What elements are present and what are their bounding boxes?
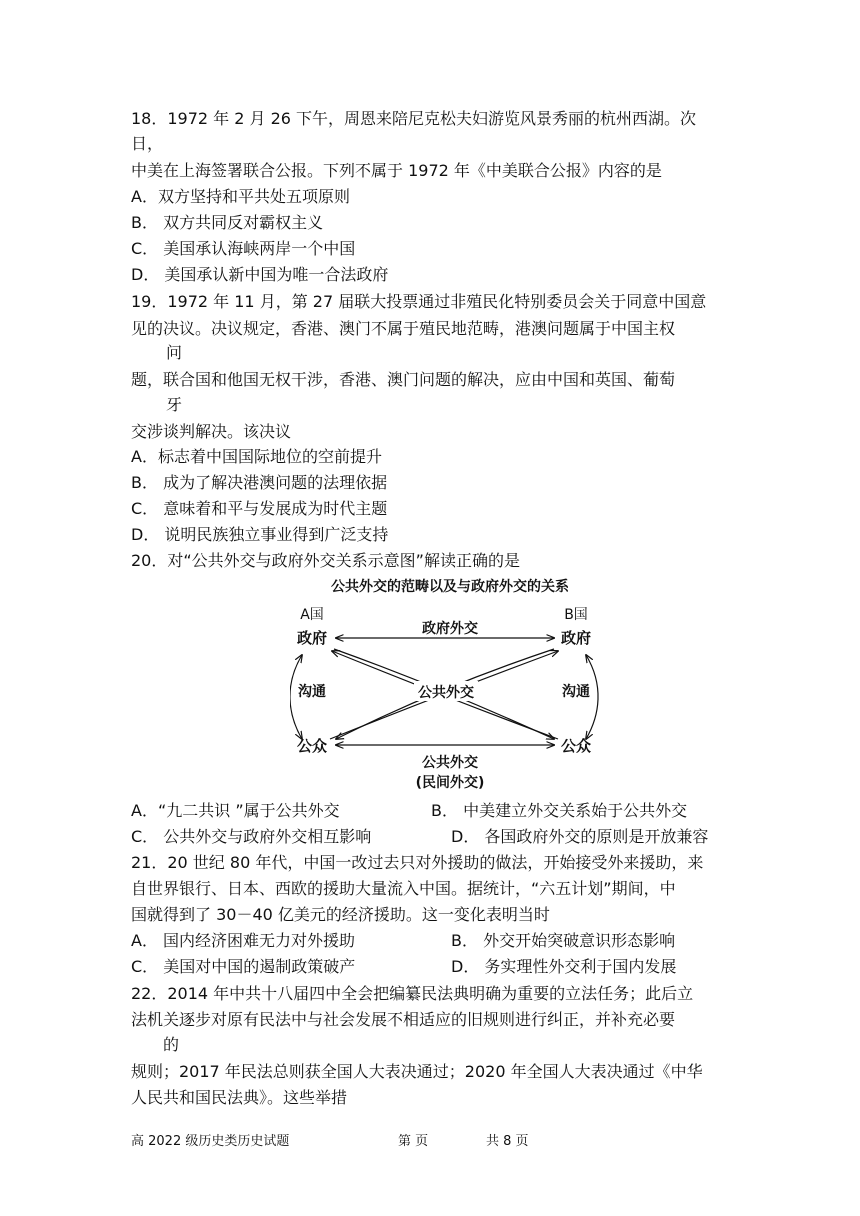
q19-line-4: 题，联合国和他国无权干涉，香港、澳门问题的解决，应由中国和英国、葡萄 bbox=[131, 370, 676, 389]
diplomacy-relationship-diagram bbox=[290, 575, 610, 797]
q18-option-b: B． 双方共同反对霸权主义 bbox=[131, 213, 324, 232]
q22-line-4: 规则；2017 年民法总则获全国人大表决通过；2020 年全国人大表决通过《中华 bbox=[131, 1062, 703, 1081]
q22-line-1: 22．2014 年中共十八届四中全会把编纂民法典明确为重要的立法任务；此后立 bbox=[131, 984, 694, 1003]
q19-option-c: C． 意味着和平与发展成为时代主题 bbox=[131, 499, 388, 518]
q21-line-1: 21．20 世纪 80 年代，中国一改过去只对外援助的做法，开始接受外来援助，来 bbox=[131, 853, 704, 872]
q21-option-b: B． 外交开始突破意识形态影响 bbox=[451, 931, 676, 950]
q18-line-1: 18．1972 年 2 月 26 下午，周恩来陪尼克松夫妇游览风景秀丽的杭州西湖。次 bbox=[131, 109, 697, 128]
q20-stem: 20．对“公共外交与政府外交关系示意图”解读正确的是 bbox=[131, 551, 520, 570]
country-a-communication-label: 沟通 bbox=[298, 684, 326, 700]
q18-line-3: 中美在上海签署联合公报。下列不属于 1972 年《中美联合公报》内容的是 bbox=[131, 161, 662, 180]
q20-option-d: D． 各国政府外交的原则是开放兼容 bbox=[451, 827, 709, 846]
q19-line-6: 交涉谈判解决。该决议 bbox=[131, 422, 292, 441]
q19-option-d: D． 说明民族独立事业得到广泛支持 bbox=[131, 525, 389, 544]
government-diplomacy-label: 政府外交 bbox=[422, 621, 478, 637]
bottom-public-diplomacy-label: 公共外交 bbox=[422, 755, 478, 771]
q19-option-a: A．标志着中国国际地位的空前提升 bbox=[131, 447, 382, 466]
footer-exam-title: 高 2022 级历史类历史试题 bbox=[131, 1134, 290, 1149]
footer-page-number: 第 页 bbox=[398, 1134, 429, 1149]
center-public-diplomacy-label: 公共外交 bbox=[418, 685, 474, 701]
q18-option-c: C． 美国承认海峡两岸一个中国 bbox=[131, 239, 356, 258]
diagram-title: 公共外交的范畴以及与政府外交的关系 bbox=[331, 579, 569, 595]
q19-line-5: 牙 bbox=[166, 395, 183, 414]
country-b-government: 政府 bbox=[560, 629, 592, 647]
q19-option-b: B． 成为了解决港澳问题的法理依据 bbox=[131, 473, 388, 492]
q21-option-c: C． 美国对中国的遏制政策破产 bbox=[131, 957, 356, 976]
q19-line-3: 问 bbox=[166, 343, 183, 362]
q20-option-a: A．“九二共识 ”属于公共外交 bbox=[131, 801, 340, 820]
q21-line-2: 自世界银行、日本、西欧的援助大量流入中国。据统计，“六五计划”期间，中 bbox=[131, 879, 676, 898]
country-a-government: 政府 bbox=[296, 629, 328, 647]
q21-option-d: D． 务实理性外交利于国内发展 bbox=[451, 957, 677, 976]
q18-option-a: A．双方坚持和平共处五项原则 bbox=[131, 187, 350, 206]
q20-option-b: B． 中美建立外交关系始于公共外交 bbox=[431, 801, 688, 820]
q19-line-1: 19．1972 年 11 月，第 27 届联大投票通过非殖民化特别委员会关于同意中国意 bbox=[131, 292, 707, 311]
country-b-label: B国 bbox=[564, 607, 588, 623]
folk-diplomacy-note: (民间外交) bbox=[415, 775, 485, 791]
country-a-public: 公众 bbox=[296, 737, 328, 755]
q20-option-c: C． 公共外交与政府外交相互影响 bbox=[131, 827, 372, 846]
q18-line-2: 日， bbox=[131, 134, 164, 153]
footer-total-pages: 共 8 页 bbox=[486, 1134, 529, 1149]
country-b-communication-label: 沟通 bbox=[562, 684, 590, 700]
country-b-public: 公众 bbox=[560, 737, 592, 755]
q22-line-3: 的 bbox=[163, 1035, 180, 1054]
q22-line-5: 人民共和国民法典》。这些举措 bbox=[131, 1088, 348, 1107]
q21-option-a: A． 国内经济困难无力对外援助 bbox=[131, 931, 356, 950]
q22-line-2: 法机关逐步对原有民法中与社会发展不相适应的旧规则进行纠正，并补充必要 bbox=[131, 1010, 676, 1029]
q21-line-3: 国就得到了 30－40 亿美元的经济援助。这一变化表明当时 bbox=[131, 905, 550, 924]
q19-line-2: 见的决议。决议规定，香港、澳门不属于殖民地范畴，港澳问题属于中国主权 bbox=[131, 319, 676, 338]
country-a-label: A国 bbox=[300, 607, 324, 623]
q18-option-d: D． 美国承认新中国为唯一合法政府 bbox=[131, 265, 389, 284]
